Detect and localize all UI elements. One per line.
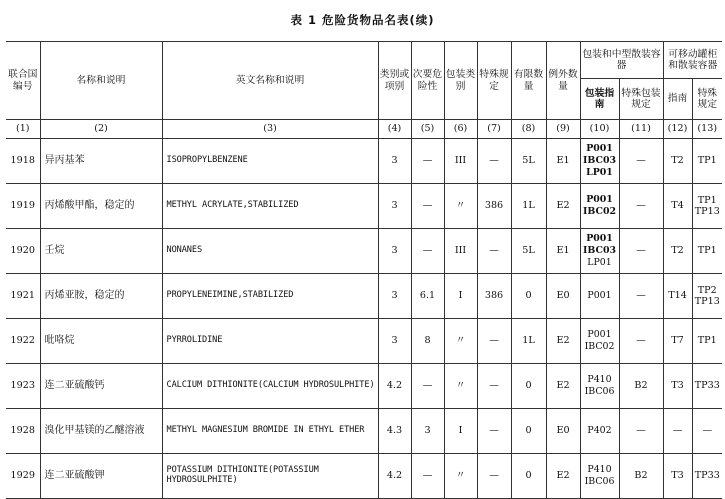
header-excepted-qty: 例外数量 xyxy=(546,42,580,120)
cell-special-packing: — xyxy=(619,139,663,184)
header-un-no: 联合国编号 xyxy=(6,42,40,120)
table-row xyxy=(6,184,722,229)
tank-special-code: TP13 xyxy=(694,296,720,307)
cell-limited-qty: 0 xyxy=(511,274,546,319)
packing-instruction-code: IBC02 xyxy=(584,341,615,352)
cell-name-en: NONANES xyxy=(162,229,378,274)
table-row xyxy=(6,274,722,319)
column-number: (5) xyxy=(411,120,444,139)
cell-packing-group: 〃 xyxy=(444,454,477,499)
cell-tank-special xyxy=(692,229,722,274)
cell-tank-special xyxy=(692,139,722,184)
cell-un-no: 1922 xyxy=(6,319,40,364)
cell-excepted-qty: E2 xyxy=(546,454,580,499)
cell-un-no: 1923 xyxy=(6,364,40,409)
cell-name-cn: 连二亚硫酸钾 xyxy=(40,454,162,499)
cell-packing-instruction xyxy=(580,319,619,364)
packing-instruction-code: P410 xyxy=(587,374,612,386)
cell-tank-instruction: T2 xyxy=(663,139,692,184)
cell-packing-instruction xyxy=(580,454,619,499)
header-packing-group: 包装类别 xyxy=(444,42,477,120)
column-number: (11) xyxy=(619,120,663,139)
table-row xyxy=(6,364,722,409)
dangerous-goods-table xyxy=(6,41,722,499)
cell-packing-group: III xyxy=(444,229,477,274)
packing-instruction-code: IBC03 xyxy=(583,245,616,257)
packing-instruction-code: P001 xyxy=(586,194,613,206)
cell-special-provisions: — xyxy=(477,139,511,184)
tank-special-code: TP1 xyxy=(697,245,717,257)
packing-instruction-code: LP01 xyxy=(586,166,613,178)
cell-name-en: METHYL MAGNESIUM BROMIDE IN ETHYL ETHER xyxy=(162,409,378,454)
cell-packing-instruction xyxy=(580,139,619,184)
header-limited-qty: 有限数量 xyxy=(511,42,546,120)
packing-instruction-code: P001 xyxy=(586,233,613,245)
column-number: (6) xyxy=(444,120,477,139)
cell-tank-instruction: T3 xyxy=(663,454,692,499)
tank-special-code: TP1 xyxy=(697,155,717,167)
cell-special-packing: B2 xyxy=(619,364,663,409)
cell-packing-instruction xyxy=(580,364,619,409)
cell-special-provisions: — xyxy=(477,229,511,274)
packing-instruction-code: IBC06 xyxy=(584,386,615,397)
cell-tank-special xyxy=(692,184,722,229)
packing-instruction-code: LP01 xyxy=(587,256,612,268)
cell-special-provisions: 386 xyxy=(477,184,511,229)
cell-tank-instruction: T4 xyxy=(663,184,692,229)
header-tank-special: 特殊规定 xyxy=(692,79,722,120)
tank-special-code: TP13 xyxy=(694,206,720,217)
cell-excepted-qty: E2 xyxy=(546,319,580,364)
cell-special-packing: — xyxy=(619,184,663,229)
cell-subsidiary: 3 xyxy=(411,409,444,454)
cell-limited-qty: 5L xyxy=(511,139,546,184)
cell-tank-special xyxy=(692,274,722,319)
tank-special-code: TP1 xyxy=(697,194,717,206)
cell-tank-instruction: T3 xyxy=(663,364,692,409)
tank-special-code: TP2 xyxy=(697,284,717,296)
cell-name-cn: 异丙基苯 xyxy=(40,139,162,184)
tank-special-code: TP1 xyxy=(697,335,717,347)
cell-excepted-qty: E2 xyxy=(546,184,580,229)
cell-class: 3 xyxy=(378,274,411,319)
cell-special-provisions: 386 xyxy=(477,274,511,319)
cell-un-no: 1919 xyxy=(6,184,40,229)
cell-name-en: ISOPROPYLBENZENE xyxy=(162,139,378,184)
cell-special-provisions: — xyxy=(477,364,511,409)
cell-excepted-qty: E2 xyxy=(546,364,580,409)
cell-subsidiary: — xyxy=(411,364,444,409)
tank-special-code: — xyxy=(702,425,713,437)
header-packaging-group: 包装和中型散装容器 xyxy=(580,42,663,79)
cell-name-en: PYRROLIDINE xyxy=(162,319,378,364)
cell-tank-special xyxy=(692,409,722,454)
cell-name-en: METHYL ACRYLATE,STABILIZED xyxy=(162,184,378,229)
cell-name-cn: 吡咯烷 xyxy=(40,319,162,364)
header-packing-instruction: 包装指南 xyxy=(580,79,619,120)
cell-class: 4.3 xyxy=(378,409,411,454)
cell-special-provisions: — xyxy=(477,454,511,499)
packing-instruction-code: P001 xyxy=(586,143,613,155)
header-name-cn: 名称和说明 xyxy=(40,42,162,120)
cell-name-en: CALCIUM DITHIONITE(CALCIUM HYDROSULPHITE) xyxy=(162,364,378,409)
table-row xyxy=(6,454,722,499)
column-number: (9) xyxy=(546,120,580,139)
cell-limited-qty: 1L xyxy=(511,319,546,364)
packing-instruction-code: P001 xyxy=(587,290,612,302)
cell-subsidiary: — xyxy=(411,139,444,184)
cell-packing-instruction xyxy=(580,184,619,229)
cell-special-packing: — xyxy=(619,319,663,364)
cell-packing-group: I xyxy=(444,409,477,454)
cell-tank-instruction: T2 xyxy=(663,229,692,274)
packing-instruction-code: IBC06 xyxy=(584,476,615,487)
cell-special-packing: B2 xyxy=(619,454,663,499)
column-number: (7) xyxy=(477,120,511,139)
header-name-en: 英文名称和说明 xyxy=(162,42,378,120)
cell-excepted-qty: E0 xyxy=(546,409,580,454)
cell-limited-qty: 0 xyxy=(511,454,546,499)
cell-packing-group: I xyxy=(444,274,477,319)
table-row xyxy=(6,409,722,454)
cell-limited-qty: 5L xyxy=(511,229,546,274)
packing-instruction-code: IBC03 xyxy=(583,155,616,167)
column-number: (1) xyxy=(6,120,40,139)
cell-un-no: 1921 xyxy=(6,274,40,319)
header-subsidiary: 次要危险性 xyxy=(411,42,444,120)
cell-special-provisions: — xyxy=(477,319,511,364)
cell-name-cn: 丙烯亚胺，稳定的 xyxy=(40,274,162,319)
cell-name-cn: 连二亚硫酸钙 xyxy=(40,364,162,409)
table-row xyxy=(6,229,722,274)
cell-packing-group: 〃 xyxy=(444,364,477,409)
cell-special-packing: — xyxy=(619,229,663,274)
table-row xyxy=(6,139,722,184)
packing-instruction-code: P402 xyxy=(587,425,612,437)
column-number: (12) xyxy=(663,120,692,139)
cell-tank-instruction: T7 xyxy=(663,319,692,364)
cell-class: 3 xyxy=(378,319,411,364)
column-number: (2) xyxy=(40,120,162,139)
cell-un-no: 1920 xyxy=(6,229,40,274)
cell-excepted-qty: E1 xyxy=(546,229,580,274)
cell-limited-qty: 1L xyxy=(511,184,546,229)
packing-instruction-code: P410 xyxy=(587,464,612,476)
cell-subsidiary: 6.1 xyxy=(411,274,444,319)
cell-limited-qty: 0 xyxy=(511,409,546,454)
table-row xyxy=(6,319,722,364)
cell-subsidiary: — xyxy=(411,454,444,499)
tank-special-code: TP33 xyxy=(694,470,720,482)
cell-class: 3 xyxy=(378,184,411,229)
cell-name-cn: 壬烷 xyxy=(40,229,162,274)
cell-special-packing: — xyxy=(619,409,663,454)
cell-tank-special xyxy=(692,454,722,499)
column-number: (3) xyxy=(162,120,378,139)
column-number: (10) xyxy=(580,120,619,139)
cell-special-packing: — xyxy=(619,274,663,319)
cell-packing-instruction xyxy=(580,409,619,454)
cell-name-cn: 溴化甲基镁的乙醚溶液 xyxy=(40,409,162,454)
cell-excepted-qty: E0 xyxy=(546,274,580,319)
cell-special-provisions: — xyxy=(477,409,511,454)
cell-tank-instruction: — xyxy=(663,409,692,454)
cell-un-no: 1928 xyxy=(6,409,40,454)
cell-packing-instruction xyxy=(580,274,619,319)
cell-packing-group: III xyxy=(444,139,477,184)
cell-un-no: 1918 xyxy=(6,139,40,184)
page-title: 表 1 危险货物品名表(续) xyxy=(290,13,435,27)
header-class: 类别或项别 xyxy=(378,42,411,120)
cell-name-cn: 丙烯酸甲酯，稳定的 xyxy=(40,184,162,229)
column-number: (4) xyxy=(378,120,411,139)
cell-subsidiary: — xyxy=(411,184,444,229)
column-number: (8) xyxy=(511,120,546,139)
column-number: (13) xyxy=(692,120,722,139)
cell-class: 4.2 xyxy=(378,364,411,409)
header-special-packing: 特殊包装规定 xyxy=(619,79,663,120)
cell-excepted-qty: E1 xyxy=(546,139,580,184)
header-tank-instruction: 指南 xyxy=(663,79,692,120)
packing-instruction-code: P001 xyxy=(587,329,612,341)
cell-subsidiary: — xyxy=(411,229,444,274)
header-tank-group: 可移动罐柜和散装容器 xyxy=(663,42,722,79)
cell-limited-qty: 0 xyxy=(511,364,546,409)
cell-un-no: 1929 xyxy=(6,454,40,499)
cell-packing-group: 〃 xyxy=(444,319,477,364)
header-special-provisions: 特殊规定 xyxy=(477,42,511,120)
tank-special-code: TP33 xyxy=(694,380,720,392)
cell-tank-special xyxy=(692,364,722,409)
cell-class: 3 xyxy=(378,229,411,274)
cell-packing-group: 〃 xyxy=(444,184,477,229)
packing-instruction-code: IBC02 xyxy=(583,206,616,217)
cell-tank-special xyxy=(692,319,722,364)
cell-subsidiary: 8 xyxy=(411,319,444,364)
cell-packing-instruction xyxy=(580,229,619,274)
cell-name-en: POTASSIUM DITHIONITE(POTASSIUM HYDROSULPHITE) xyxy=(162,454,378,499)
table-body xyxy=(6,139,722,499)
cell-name-en: PROPYLENEIMINE,STABILIZED xyxy=(162,274,378,319)
cell-tank-instruction: T14 xyxy=(663,274,692,319)
cell-class: 4.2 xyxy=(378,454,411,499)
cell-class: 3 xyxy=(378,139,411,184)
